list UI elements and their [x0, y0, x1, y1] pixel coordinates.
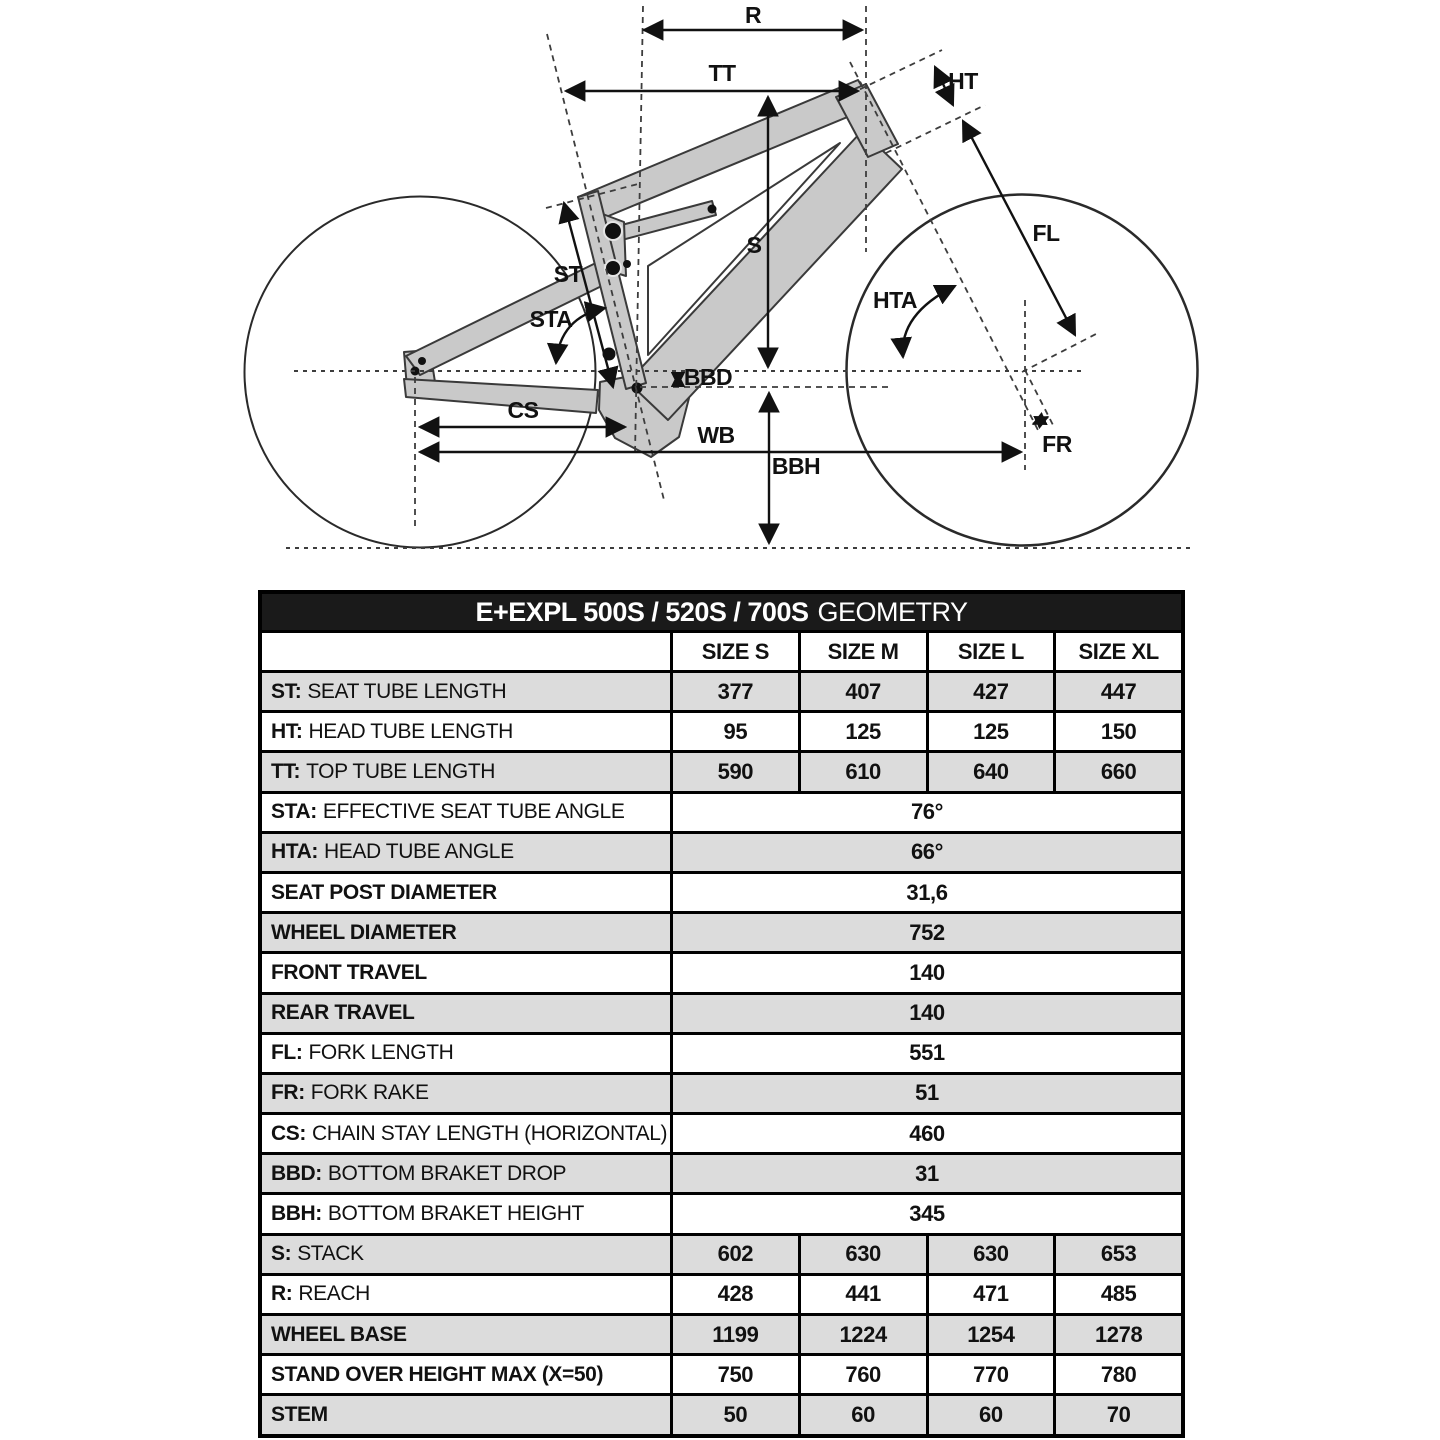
- seat-tube-label: ST: [553, 261, 583, 287]
- row-label-prefix: CS:: [271, 1121, 306, 1145]
- table-row: [262, 1316, 1181, 1356]
- row-label: REACH: [298, 1282, 370, 1306]
- row-value: 660: [1053, 753, 1181, 790]
- row-value: 750: [670, 1356, 798, 1393]
- table-row: [262, 713, 1181, 753]
- row-value: 471: [926, 1276, 1054, 1313]
- row-label-cell: [262, 673, 670, 710]
- row-label-cell: [262, 995, 670, 1032]
- chain-stay-tube: [404, 379, 598, 413]
- row-label: SEAT POST DIAMETER: [271, 880, 497, 904]
- row-value: 590: [670, 753, 798, 790]
- row-value: 441: [798, 1276, 926, 1313]
- row-label: WHEEL DIAMETER: [271, 920, 457, 944]
- row-value: 428: [670, 1276, 798, 1313]
- table-row: [262, 1035, 1181, 1075]
- shock-mount-point: [708, 205, 717, 214]
- size-header-l: SIZE L: [926, 633, 1054, 670]
- row-label: FORK LENGTH: [308, 1041, 454, 1065]
- table-row: [262, 1396, 1181, 1433]
- row-label: BOTTOM BRAKET DROP: [327, 1161, 567, 1185]
- table-row: [262, 1276, 1181, 1316]
- row-label-prefix: TT:: [271, 759, 301, 783]
- bb-height-label: BBH: [771, 453, 821, 479]
- row-label-cell: [262, 1075, 670, 1112]
- table-rows: [262, 673, 1181, 1434]
- row-value: 125: [926, 713, 1054, 750]
- table-row: [262, 673, 1181, 713]
- dropout-pivot: [418, 357, 426, 365]
- link-pivot-small: [623, 260, 631, 268]
- row-label: TOP TUBE LENGTH: [306, 759, 496, 783]
- row-value: 50: [670, 1396, 798, 1433]
- table-row: [262, 1115, 1181, 1155]
- table-row: [262, 1075, 1181, 1115]
- row-value: 1254: [926, 1316, 1054, 1353]
- size-header-m: SIZE M: [798, 633, 926, 670]
- row-value: 1278: [1053, 1316, 1181, 1353]
- row-label: FORK RAKE: [310, 1081, 429, 1105]
- row-label-cell: [262, 1356, 670, 1393]
- geometry-table: [258, 590, 1185, 1438]
- table-title-model: E+EXPL 500S / 520S / 700S: [475, 596, 809, 627]
- row-value: 630: [798, 1236, 926, 1273]
- row-label: HEAD TUBE ANGLE: [324, 840, 514, 864]
- chain-stay-label: CS: [507, 397, 539, 423]
- rocker-pivot-upper: [604, 222, 622, 240]
- row-label: REAR TRAVEL: [271, 1001, 415, 1025]
- row-value: 70: [1053, 1396, 1181, 1433]
- row-value-span: 51: [670, 1075, 1181, 1112]
- row-label-prefix: STA:: [271, 800, 317, 824]
- row-label-cell: [262, 1035, 670, 1072]
- row-label: BOTTOM BRAKET HEIGHT: [327, 1202, 584, 1226]
- row-label: SEAT TUBE LENGTH: [307, 679, 507, 703]
- table-title: [262, 594, 1181, 633]
- row-label-prefix: R:: [271, 1282, 293, 1306]
- top-tube-label: TT: [708, 60, 736, 86]
- table-title-suffix: GEOMETRY: [817, 596, 968, 627]
- table-row: [262, 995, 1181, 1035]
- reach-label: R: [744, 2, 762, 28]
- seat-tube-angle-label: STA: [529, 306, 573, 332]
- row-label-cell: [262, 834, 670, 871]
- row-label: CHAIN STAY LENGTH (HORIZONTAL): [311, 1121, 668, 1145]
- row-label-prefix: ST:: [271, 679, 302, 703]
- row-label-cell: [262, 1396, 670, 1433]
- row-label-prefix: FR:: [271, 1081, 305, 1105]
- row-value-span: 752: [670, 914, 1181, 951]
- row-value-span: 31,6: [670, 874, 1181, 911]
- row-value-span: 140: [670, 995, 1181, 1032]
- row-value-span: 460: [670, 1115, 1181, 1152]
- row-label: STACK: [297, 1242, 364, 1266]
- row-value: 630: [926, 1236, 1054, 1273]
- row-label-prefix: HT:: [271, 719, 303, 743]
- row-label-prefix: BBD:: [271, 1161, 322, 1185]
- row-value: 640: [926, 753, 1054, 790]
- axle-parallel-axis: [1025, 370, 1053, 425]
- row-label-prefix: S:: [271, 1242, 292, 1266]
- row-label-cell: [262, 794, 670, 831]
- table-row: [262, 954, 1181, 994]
- row-value: 653: [1053, 1236, 1181, 1273]
- fork-length-label: FL: [1032, 220, 1060, 246]
- row-value: 602: [670, 1236, 798, 1273]
- row-value: 610: [798, 753, 926, 790]
- row-label: HEAD TUBE LENGTH: [308, 719, 513, 743]
- size-header-row: [262, 633, 1181, 673]
- row-value-span: 76°: [670, 794, 1181, 831]
- row-label-prefix: BBH:: [271, 1202, 322, 1226]
- row-value: 427: [926, 673, 1054, 710]
- row-label: WHEEL BASE: [271, 1322, 407, 1346]
- table-row: [262, 1356, 1181, 1396]
- table-row: [262, 914, 1181, 954]
- row-value-span: 31: [670, 1155, 1181, 1192]
- frame: [404, 80, 902, 457]
- row-label-cell: [262, 954, 670, 991]
- head-tube-label: HT: [948, 68, 978, 94]
- row-value: 95: [670, 713, 798, 750]
- row-value-span: 140: [670, 954, 1181, 991]
- table-row: [262, 834, 1181, 874]
- table-row: [262, 1236, 1181, 1276]
- row-value: 150: [1053, 713, 1181, 750]
- row-label-cell: [262, 753, 670, 790]
- row-value: 60: [798, 1396, 926, 1433]
- row-value: 1199: [670, 1316, 798, 1353]
- fork-rake-arrow: [1033, 417, 1048, 424]
- row-label-cell: [262, 1276, 670, 1313]
- table-row: [262, 874, 1181, 914]
- bike-geometry-diagram: [0, 0, 1440, 580]
- size-header-empty-cell: [262, 633, 670, 670]
- row-value: 377: [670, 673, 798, 710]
- fork-rake-label: FR: [1042, 431, 1072, 457]
- row-value: 447: [1053, 673, 1181, 710]
- size-header-s: SIZE S: [670, 633, 798, 670]
- row-value-span: 551: [670, 1035, 1181, 1072]
- row-label: STAND OVER HEIGHT MAX (X=50): [271, 1362, 604, 1386]
- row-value-span: 66°: [670, 834, 1181, 871]
- head-tube-angle-label: HTA: [872, 287, 918, 313]
- row-label-cell: [262, 1316, 670, 1353]
- row-value: 760: [798, 1356, 926, 1393]
- row-label-cell: [262, 1236, 670, 1273]
- table-row: [262, 794, 1181, 834]
- fork-bottom-perpendicular: [1022, 333, 1098, 372]
- row-value: 770: [926, 1356, 1054, 1393]
- table-row: [262, 753, 1181, 793]
- bb-drop-label: BBD: [683, 364, 733, 390]
- row-label-cell: [262, 1115, 670, 1152]
- row-label-cell: [262, 874, 670, 911]
- head-top-perpendicular: [850, 50, 942, 94]
- row-label: EFFECTIVE SEAT TUBE ANGLE: [322, 800, 625, 824]
- row-value: 485: [1053, 1276, 1181, 1313]
- row-label-prefix: FL:: [271, 1041, 303, 1065]
- row-label-cell: [262, 713, 670, 750]
- row-label: STEM: [271, 1402, 328, 1426]
- wheel-base-label: WB: [697, 422, 735, 448]
- head-bottom-perpendicular: [886, 105, 985, 153]
- table-row: [262, 1155, 1181, 1195]
- row-value: 1224: [798, 1316, 926, 1353]
- table-row: [262, 1195, 1181, 1235]
- row-label: FRONT TRAVEL: [271, 960, 427, 984]
- row-label-cell: [262, 1195, 670, 1232]
- row-value: 60: [926, 1396, 1054, 1433]
- row-label-cell: [262, 914, 670, 951]
- size-header-xl: SIZE XL: [1053, 633, 1181, 670]
- row-value: 125: [798, 713, 926, 750]
- row-value-span: 345: [670, 1195, 1181, 1232]
- row-value: 780: [1053, 1356, 1181, 1393]
- row-value: 407: [798, 673, 926, 710]
- row-label-prefix: HTA:: [271, 840, 318, 864]
- stack-label: S: [746, 232, 762, 258]
- row-label-cell: [262, 1155, 670, 1192]
